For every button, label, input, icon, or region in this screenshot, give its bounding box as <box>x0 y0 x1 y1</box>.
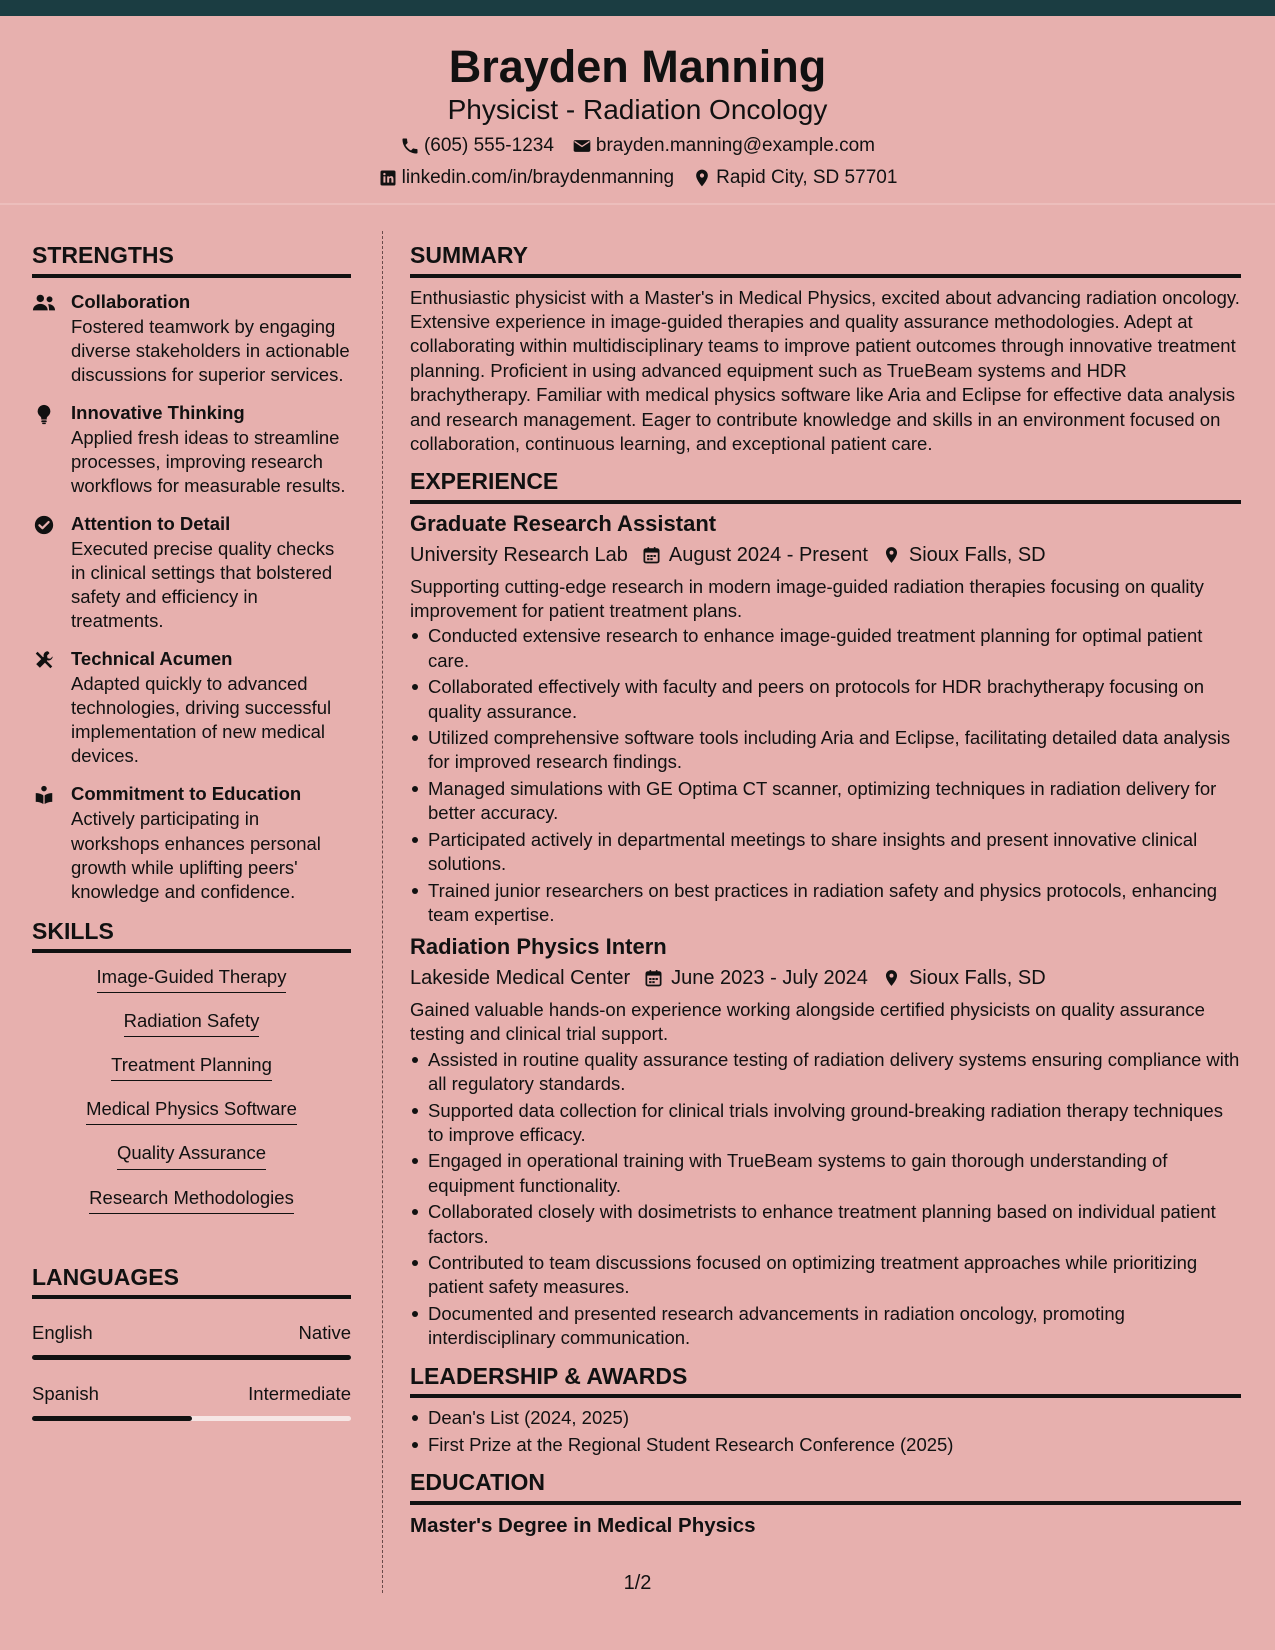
skill-tag: Medical Physics Software <box>86 1097 297 1125</box>
language-proficiency-bar <box>32 1355 351 1360</box>
experience-section <box>410 468 1241 1350</box>
strength-item <box>32 512 351 633</box>
job-dates: August 2024 - Present <box>668 543 868 566</box>
header-separator <box>0 203 1275 205</box>
job-bullet: Collaborated closely with dosimetrists to enhance treatment planning based on individual patient factors. <box>410 1200 1241 1249</box>
summary-heading: SUMMARY <box>410 242 1241 278</box>
strength-desc: Fostered teamwork by engaging diverse stakeholders in actionable discussions for superior services. <box>71 315 350 385</box>
job-entry <box>410 933 1241 1350</box>
strength-desc: Adapted quickly to advanced technologies, driving successful implementation of new medical devices. <box>71 673 332 767</box>
language-level: Native <box>298 1322 351 1344</box>
envelope-icon <box>572 136 592 156</box>
language-name: Spanish <box>32 1383 99 1405</box>
users-icon <box>32 292 56 314</box>
job-org: University Research Lab <box>410 543 628 566</box>
candidate-title: Physicist - Radiation Oncology <box>447 94 828 125</box>
strength-item <box>32 647 351 768</box>
top-color-bar <box>0 0 1275 16</box>
left-column <box>32 242 351 1421</box>
column-divider <box>382 231 383 1593</box>
job-bullet: Engaged in operational training with TrueBeam systems to gain thorough understanding of equipment functionality. <box>410 1149 1241 1198</box>
job-title: Graduate Research Assistant <box>410 511 717 537</box>
linkedin-text: linkedin.com/in/braydenmanning <box>401 167 675 188</box>
skills-heading: SKILLS <box>32 918 351 954</box>
job-bullet: Collaborated effectively with faculty and peers on protocols for HDR brachytherapy focusing on quality assurance. <box>410 675 1241 724</box>
contact-email[interactable] <box>572 134 875 159</box>
strength-desc: Executed precise quality checks in clinical settings that bolstered safety and efficiency in treatments. <box>71 538 335 632</box>
tools-icon <box>32 649 56 671</box>
strength-name: Innovative Thinking <box>71 401 245 423</box>
language-item <box>32 1321 351 1360</box>
check-circle-icon <box>32 514 56 536</box>
job-location: Sioux Falls, SD <box>908 543 1046 566</box>
summary-text: Enthusiastic physicist with a Master's in Medical Physics, excited about advancing radiation oncology. Extensive experience in image-guided therapies and quality assurance methodologies. Adept at collaborating within multidisciplinary teams to improve patient outcomes through innovative treatment planning. Proficient in using advanced equipment such as TrueBeam systems and HDR brachytherapy. Familiar with medical physics software like Aria and Eclipse for effective data analysis and research management. Eager to contribute knowledge and skills in an environment focused on collaboration, continuous learning, and exceptional patient care. <box>410 286 1240 455</box>
strength-desc: Applied fresh ideas to streamline processes, improving research workflows for measurable results. <box>71 426 346 496</box>
contact-line-1 <box>0 134 1275 159</box>
location-text: Rapid City, SD 57701 <box>716 167 898 188</box>
language-proficiency-bar <box>32 1416 351 1421</box>
strength-item <box>32 290 351 387</box>
job-meta <box>410 541 1241 569</box>
education-degree: Master's Degree in Medical Physics <box>410 1513 756 1537</box>
strength-name: Technical Acumen <box>71 648 233 670</box>
education-heading: EDUCATION <box>410 1469 1241 1505</box>
resume-header <box>0 16 1275 204</box>
skill-tag: Image-Guided Therapy <box>97 965 287 993</box>
reader-icon <box>32 784 56 806</box>
contact-location <box>692 166 897 191</box>
strength-name: Commitment to Education <box>71 783 302 805</box>
awards-heading: LEADERSHIP & AWARDS <box>410 1363 1241 1399</box>
job-dates: June 2023 - July 2024 <box>671 966 868 989</box>
award-item: First Prize at the Regional Student Research Conference (2025) <box>410 1433 1241 1457</box>
skill-tag: Quality Assurance <box>117 1141 266 1169</box>
phone-icon <box>400 136 420 156</box>
candidate-name: Brayden Manning <box>448 41 827 92</box>
map-marker-icon <box>882 968 901 988</box>
contact-linkedin[interactable] <box>378 166 675 191</box>
strength-item <box>32 782 351 903</box>
strengths-section <box>32 242 351 904</box>
linkedin-icon <box>378 168 398 188</box>
job-bullets <box>410 624 1241 927</box>
language-item <box>32 1382 351 1421</box>
job-bullet: Contributed to team discussions focused on optimizing treatment approaches while prioritizing patient safety measures. <box>410 1251 1241 1300</box>
skill-tag: Treatment Planning <box>111 1053 272 1081</box>
job-bullet: Participated actively in departmental meetings to share insights and present innovative clinical solutions. <box>410 828 1241 877</box>
languages-heading: LANGUAGES <box>32 1264 351 1300</box>
summary-section <box>410 242 1241 456</box>
awards-section <box>410 1363 1241 1457</box>
strength-name: Collaboration <box>71 290 191 312</box>
job-bullet: Trained junior researchers on best practices in radiation safety and physics protocols, enhancing team expertise. <box>410 879 1241 928</box>
job-bullet: Supported data collection for clinical trials involving ground-breaking radiation therapy techniques to improve efficacy. <box>410 1099 1241 1148</box>
education-section <box>410 1469 1241 1539</box>
job-location: Sioux Falls, SD <box>908 966 1046 989</box>
language-name: English <box>32 1322 93 1344</box>
job-bullet: Documented and presented research advancements in radiation oncology, promoting interdisciplinary communication. <box>410 1302 1241 1351</box>
job-title: Radiation Physics Intern <box>410 934 667 960</box>
skills-section <box>32 918 351 1230</box>
strengths-heading: STRENGTHS <box>32 242 351 278</box>
awards-list <box>410 1406 1241 1457</box>
page-number: 1/2 <box>623 1572 652 1594</box>
contact-phone[interactable] <box>400 134 554 159</box>
job-entry <box>410 510 1241 927</box>
job-bullet: Managed simulations with GE Optima CT scanner, optimizing techniques in radiation delivery for better accuracy. <box>410 777 1241 826</box>
job-bullet: Utilized comprehensive software tools including Aria and Eclipse, facilitating detailed data analysis for improved research findings. <box>410 726 1241 775</box>
calendar-icon <box>644 968 663 988</box>
job-description: Gained valuable hands-on experience working alongside certified physicists on quality assurance testing and clinical trial support. <box>410 998 1205 1045</box>
strength-name: Attention to Detail <box>71 512 231 534</box>
right-column <box>410 242 1241 1539</box>
lightbulb-icon <box>32 403 56 425</box>
strength-desc: Actively participating in workshops enhances personal growth while uplifting peers' knowledge and confidence. <box>71 808 321 902</box>
job-bullet: Assisted in routine quality assurance testing of radiation delivery systems ensuring compliance with all regulatory standards. <box>410 1048 1241 1097</box>
language-proficiency-fill <box>32 1355 351 1360</box>
email-text: brayden.manning@example.com <box>595 135 876 156</box>
experience-heading: EXPERIENCE <box>410 468 1241 504</box>
award-item: Dean's List (2024, 2025) <box>410 1406 1241 1430</box>
job-meta <box>410 964 1241 992</box>
strength-item <box>32 401 351 498</box>
calendar-icon <box>642 545 661 565</box>
languages-section <box>32 1264 351 1422</box>
job-bullet: Conducted extensive research to enhance image-guided treatment planning for optimal patient care. <box>410 624 1241 673</box>
job-description: Supporting cutting-edge research in modern image-guided radiation therapies focusing on quality improvement for patient treatment plans. <box>410 575 1204 622</box>
contact-line-2 <box>0 166 1275 191</box>
phone-text: (605) 555-1234 <box>423 135 554 156</box>
language-proficiency-fill <box>32 1416 192 1421</box>
skill-tag: Research Methodologies <box>89 1186 294 1214</box>
job-bullets <box>410 1048 1241 1351</box>
language-level: Intermediate <box>248 1383 351 1405</box>
job-org: Lakeside Medical Center <box>410 966 631 989</box>
map-marker-icon <box>882 545 901 565</box>
skill-tag: Radiation Safety <box>124 1009 260 1037</box>
map-marker-icon <box>692 168 712 188</box>
